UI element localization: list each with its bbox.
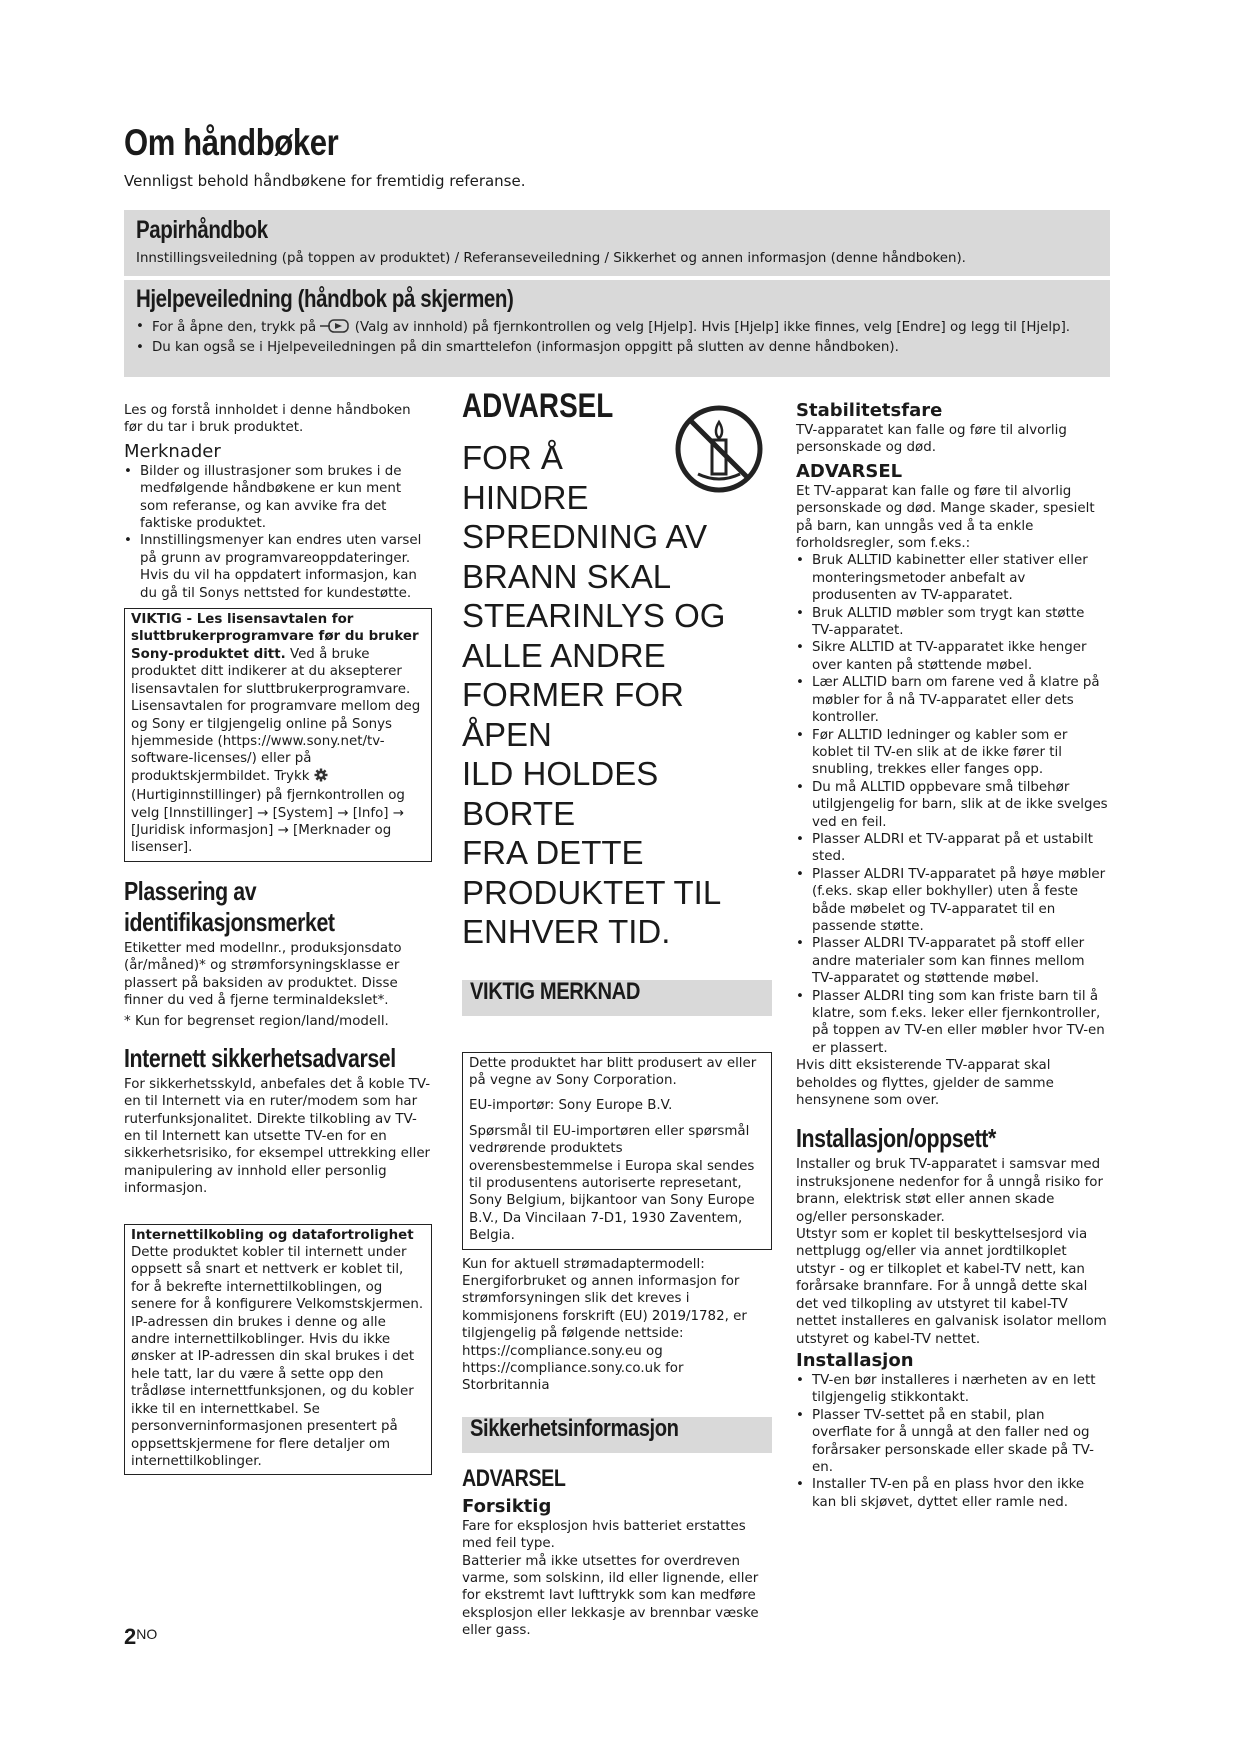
- importer-text: EU-importør: Sony Europe B.V.: [469, 1098, 673, 1114]
- license-text: Ved å bruke produktet ditt indikerer at du aksepterer lisensavtalen for sluttbrukerprogramvare. Lisensavtalen for programvare mellom deg og Sony er tilgjengelig online på Sonys hjemmeside (https://www.sony.net/tv-software-licenses/) eller på produktskjermbildet. Trykk: [131, 646, 421, 784]
- importer-box: [462, 1052, 772, 1250]
- note-item-1: • Bilder og illustrasjoner som brukes i de medfølgende håndbøkene er kun ment som referanse, og kan avvike fra det faktiske produktet.: [124, 463, 432, 533]
- paper-manual-box: [124, 210, 1110, 276]
- energy-text: Kun for aktuell strømadaptermodell: Energiforbruket og annen informasjon for strømforsyningen slik det kreves i kommisjonens forskrift (EU) 2019/1782, er tilgjengelig på følgende nettside: https://compliance.sony.eu og https://compliance.sony.co.uk for Storbritannia: [462, 1256, 747, 1394]
- internet-title: Internett sikkerhetsadvarsel: [124, 1042, 396, 1073]
- installation-item-1: • TV-en bør installeres i nærheten av en lett tilgjengelig stikkontakt.: [796, 1372, 1108, 1407]
- help-guide-bullet-2: • Du kan også se i Hjelpeveiledningen på din smarttelefon (informasjon oppgitt på slutten av denne håndboken).: [136, 339, 1098, 356]
- caution-title: Forsiktig: [462, 1495, 552, 1517]
- placement-note: * Kun for begrenset region/land/modell.: [124, 1014, 389, 1030]
- license-box: [124, 608, 432, 862]
- installation-item-3: • Installer TV-en på en plass hvor den ikke kan bli skjøvet, dyttet eller ramle ned.: [796, 1476, 1108, 1511]
- notes-extra: Hvis du vil ha oppdatert informasjon, kan du gå til Sonys nettsted for kundestøtte.: [140, 568, 417, 601]
- help-guide-box: [124, 280, 1110, 377]
- placement-text: Etiketter med modellnr., produksjonsdato (år/måned)* og strømforsyningsklasse er plassert på baksiden av produktet. Disse finner du ved å fjerne terminaldekslet*.: [124, 940, 402, 1008]
- placement-title: Plassering av identifikasjonsmerket: [124, 875, 335, 937]
- gear-icon: [314, 768, 328, 787]
- page-number: $2^{NO}$: [124, 1624, 158, 1649]
- stability-item-7: • Plasser ALDRI et TV-apparat på et ustabilt sted.: [796, 831, 1108, 866]
- stability-warning-title: ADVARSEL: [796, 460, 903, 482]
- help-guide-title: Hjelpeveiledning (håndbok på skjermen): [136, 285, 514, 313]
- warning-text: FOR Å HINDRE SPREDNING AV BRANN SKAL STEARINLYS OG ALLE ANDRE FORMER FOR ÅPEN ILD HOLDES BORTE FRA DETTE PRODUKTET TIL ENHVER TID.: [462, 439, 726, 950]
- important-notice-header: [462, 977, 772, 1016]
- license-bold: VIKTIG - Les lisensavtalen for sluttbrukerprogramvare før du bruker Sony-produktet ditt.: [131, 612, 419, 662]
- stability-item-1: • Bruk ALLTID kabinetter eller stativer eller monteringsmetoder anbefalt av produsenten av TV-apparatet.: [796, 552, 1108, 604]
- stability-item-8: • Plasser ALDRI TV-apparatet på høye møbler (f.eks. skap eller bokhyller) uten å feste både møbelet og TV-apparatet til en passende støtte.: [796, 866, 1108, 936]
- notes-title: Merknader: [124, 440, 221, 462]
- internet-text: For sikkerhetsskyld, anbefales det å koble TV-en til Internett via en ruter/modem som har ruterfunksjonalitet. Direkte tilkobling av TV-en til Internett kan utsette TV-en for en sikkerhetsrisiko, for eksempel uttrekking eller manipulering av innhold eller personlig informasjon.: [124, 1076, 431, 1197]
- safety-warning: ADVARSEL: [462, 1464, 566, 1492]
- warning-title: ADVARSEL: [462, 387, 614, 425]
- install-title: Installasjon/oppsett*: [796, 1123, 996, 1154]
- input-select-icon: [320, 318, 350, 339]
- no-candle-icon: [674, 404, 764, 499]
- stability-item-9: • Plasser ALDRI TV-apparatet på stoff eller andre materialer som kan finnes mellom TV-apparatet og støttende møbel.: [796, 935, 1108, 987]
- producer-text: Dette produktet har blitt produsert av eller på vegne av Sony Corporation.: [469, 1055, 757, 1088]
- help-guide-bullet-1: • For å åpne den, trykk på (Valg av innhold) på fjernkontrollen og velg [Hjelp]. Hvis [Hjelp] ikke finnes, velg [Endre] og legg til [Hjelp].: [136, 318, 1098, 339]
- questions-text: Spørsmål til EU-importøren eller spørsmål vedrørende produktets overensbestemmelse i Europa skal sendes til produsentens autoriserte represetant, Sony Belgium, bijkantoor van Sony Europe B.V., Da Vincilaan 7-D1, 1930 Zaventem, Belgia.: [469, 1123, 755, 1244]
- stability-item-10: • Plasser ALDRI ting som kan friste barn til å klatre, som f.eks. leker eller fjernkontroller, på toppen av TV-en eller møbler hvor TV-en er plassert.: [796, 988, 1108, 1058]
- column-1: [124, 402, 432, 1475]
- page-subtitle: Vennligst behold håndbøkene for fremtidig referanse.: [124, 172, 526, 190]
- intro-text: Les og forstå innholdet i denne håndboken før du tar i bruk produktet.: [124, 403, 411, 436]
- stability-item-5: • Før ALLTID ledninger og kabler som er koblet til TV-en slik at de ikke fører til snubling, trekkes eller fanges opp.: [796, 727, 1108, 779]
- help-guide-bullets: [136, 318, 1098, 356]
- installation-title: Installasjon: [796, 1349, 914, 1371]
- stability-item-4: • Lær ALLTID barn om farene ved å klatre på møbler for å nå TV-apparatet eller dets kontroller.: [796, 674, 1108, 726]
- stability-item-2: • Bruk ALLTID møbler som trygt kan støtte TV-apparatet.: [796, 605, 1108, 640]
- privacy-text: Dette produktet kobler til internett under oppsett så snart et nettverk er koblet til, for å bekrefte internettilkoblingen, og senere for å konfigurere Velkomstskjermen. IP-adressen din brukes i denne og alle andre internettilkoblinger. Hvis du ikke ønsker at IP-adressen din skal brukes i det hele tatt, lar du være å sette opp den trådløse internettfunksjonen, og du kobler ikke til en internettkabel. Se personverninformasjonen presentert på oppsettskjermene for flere detaljer om internettilkoblinger.: [131, 1245, 424, 1469]
- installation-list: [796, 1372, 1108, 1511]
- stability-list: [796, 552, 1108, 1057]
- license-text-2: (Hurtiginnstillinger) på fjernkontrollen og velg [Innstillinger] → [System] → [Info] → [Juridisk informasjon] → [Merknader og lisenser].: [131, 788, 405, 856]
- paper-manual-text: Innstillingsveiledning (på toppen av produktet) / Referanseveiledning / Sikkerhet og annen informasjon (denne håndboken).: [136, 251, 966, 266]
- install-text-2: Utstyr som er koplet til beskyttelsesjord via nettplugg og/eller via annet jordtilkoplet utstyr - og er tilkoplet et kabel-TV nett, kan forårsake brannfare. For å unngå dette skal det ved tilkopling av utstyret til kabel-TV nettet installeres en galvanisk isolator mellom utstyret og kabel-TV nettet.: [796, 1227, 1107, 1347]
- caution-1: Fare for eksplosjon hvis batteriet erstattes med feil type.: [462, 1518, 746, 1552]
- paper-manual-title: Papirhåndbok: [136, 216, 268, 244]
- stability-item-3: • Sikre ALLTID at TV-apparatet ikke henger over kanten på støttende møbel.: [796, 639, 1108, 674]
- stability-text: TV-apparatet kan falle og føre til alvorlig personskade og død.: [796, 423, 1067, 456]
- important-notice-title: VIKTIG MERKNAD: [470, 977, 640, 1005]
- page-title: Om håndbøker: [124, 122, 339, 163]
- language-code: NO: [136, 1626, 158, 1642]
- safety-header: [462, 1414, 772, 1453]
- column-2: [462, 387, 772, 1640]
- caution-2: Batterier må ikke utsettes for overdreven varme, som solskinn, ild eller lignende, eller for ekstremt lavt lufttrykk som kan medføre eksplosjon eller lekkasje av brennbar væske eller gass.: [462, 1553, 759, 1639]
- stability-warning-text: Et TV-apparat kan falle og føre til alvorlig personskade og død. Mange skader, spesielt på barn, kan unngås ved å ta enkle forholdsregler, som f.eks.:: [796, 483, 1095, 552]
- install-text: Installer og bruk TV-apparatet i samsvar med instruksjonene nedenfor for å unngå risiko for brann, elektrisk støt eller annen skade og/eller personskader.: [796, 1157, 1104, 1225]
- privacy-box: [124, 1224, 432, 1476]
- stability-item-6: • Du må ALLTID oppbevare små tilbehør utilgjengelig for barn, slik at de ikke svelges ved en feil.: [796, 779, 1108, 831]
- existing-tv-text: Hvis ditt eksisterende TV-apparat skal beholdes og flyttes, gjelder de samme hensynene som over.: [796, 1058, 1054, 1109]
- privacy-title: Internettilkobling og datafortrolighet: [131, 1227, 414, 1243]
- safety-title: Sikkerhetsinformasjon: [470, 1414, 679, 1442]
- notes-list: [124, 463, 432, 567]
- note-item-2: • Innstillingsmenyer kan endres uten varsel på grunn av programvareoppdateringer.: [124, 532, 432, 567]
- column-3: [796, 400, 1108, 1511]
- stability-title: Stabilitetsfare: [796, 400, 943, 421]
- installation-item-2: • Plasser TV-settet på en stabil, plan overflate for å unngå at den faller ned og forårsaker personskade eller skade på TV-en.: [796, 1407, 1108, 1477]
